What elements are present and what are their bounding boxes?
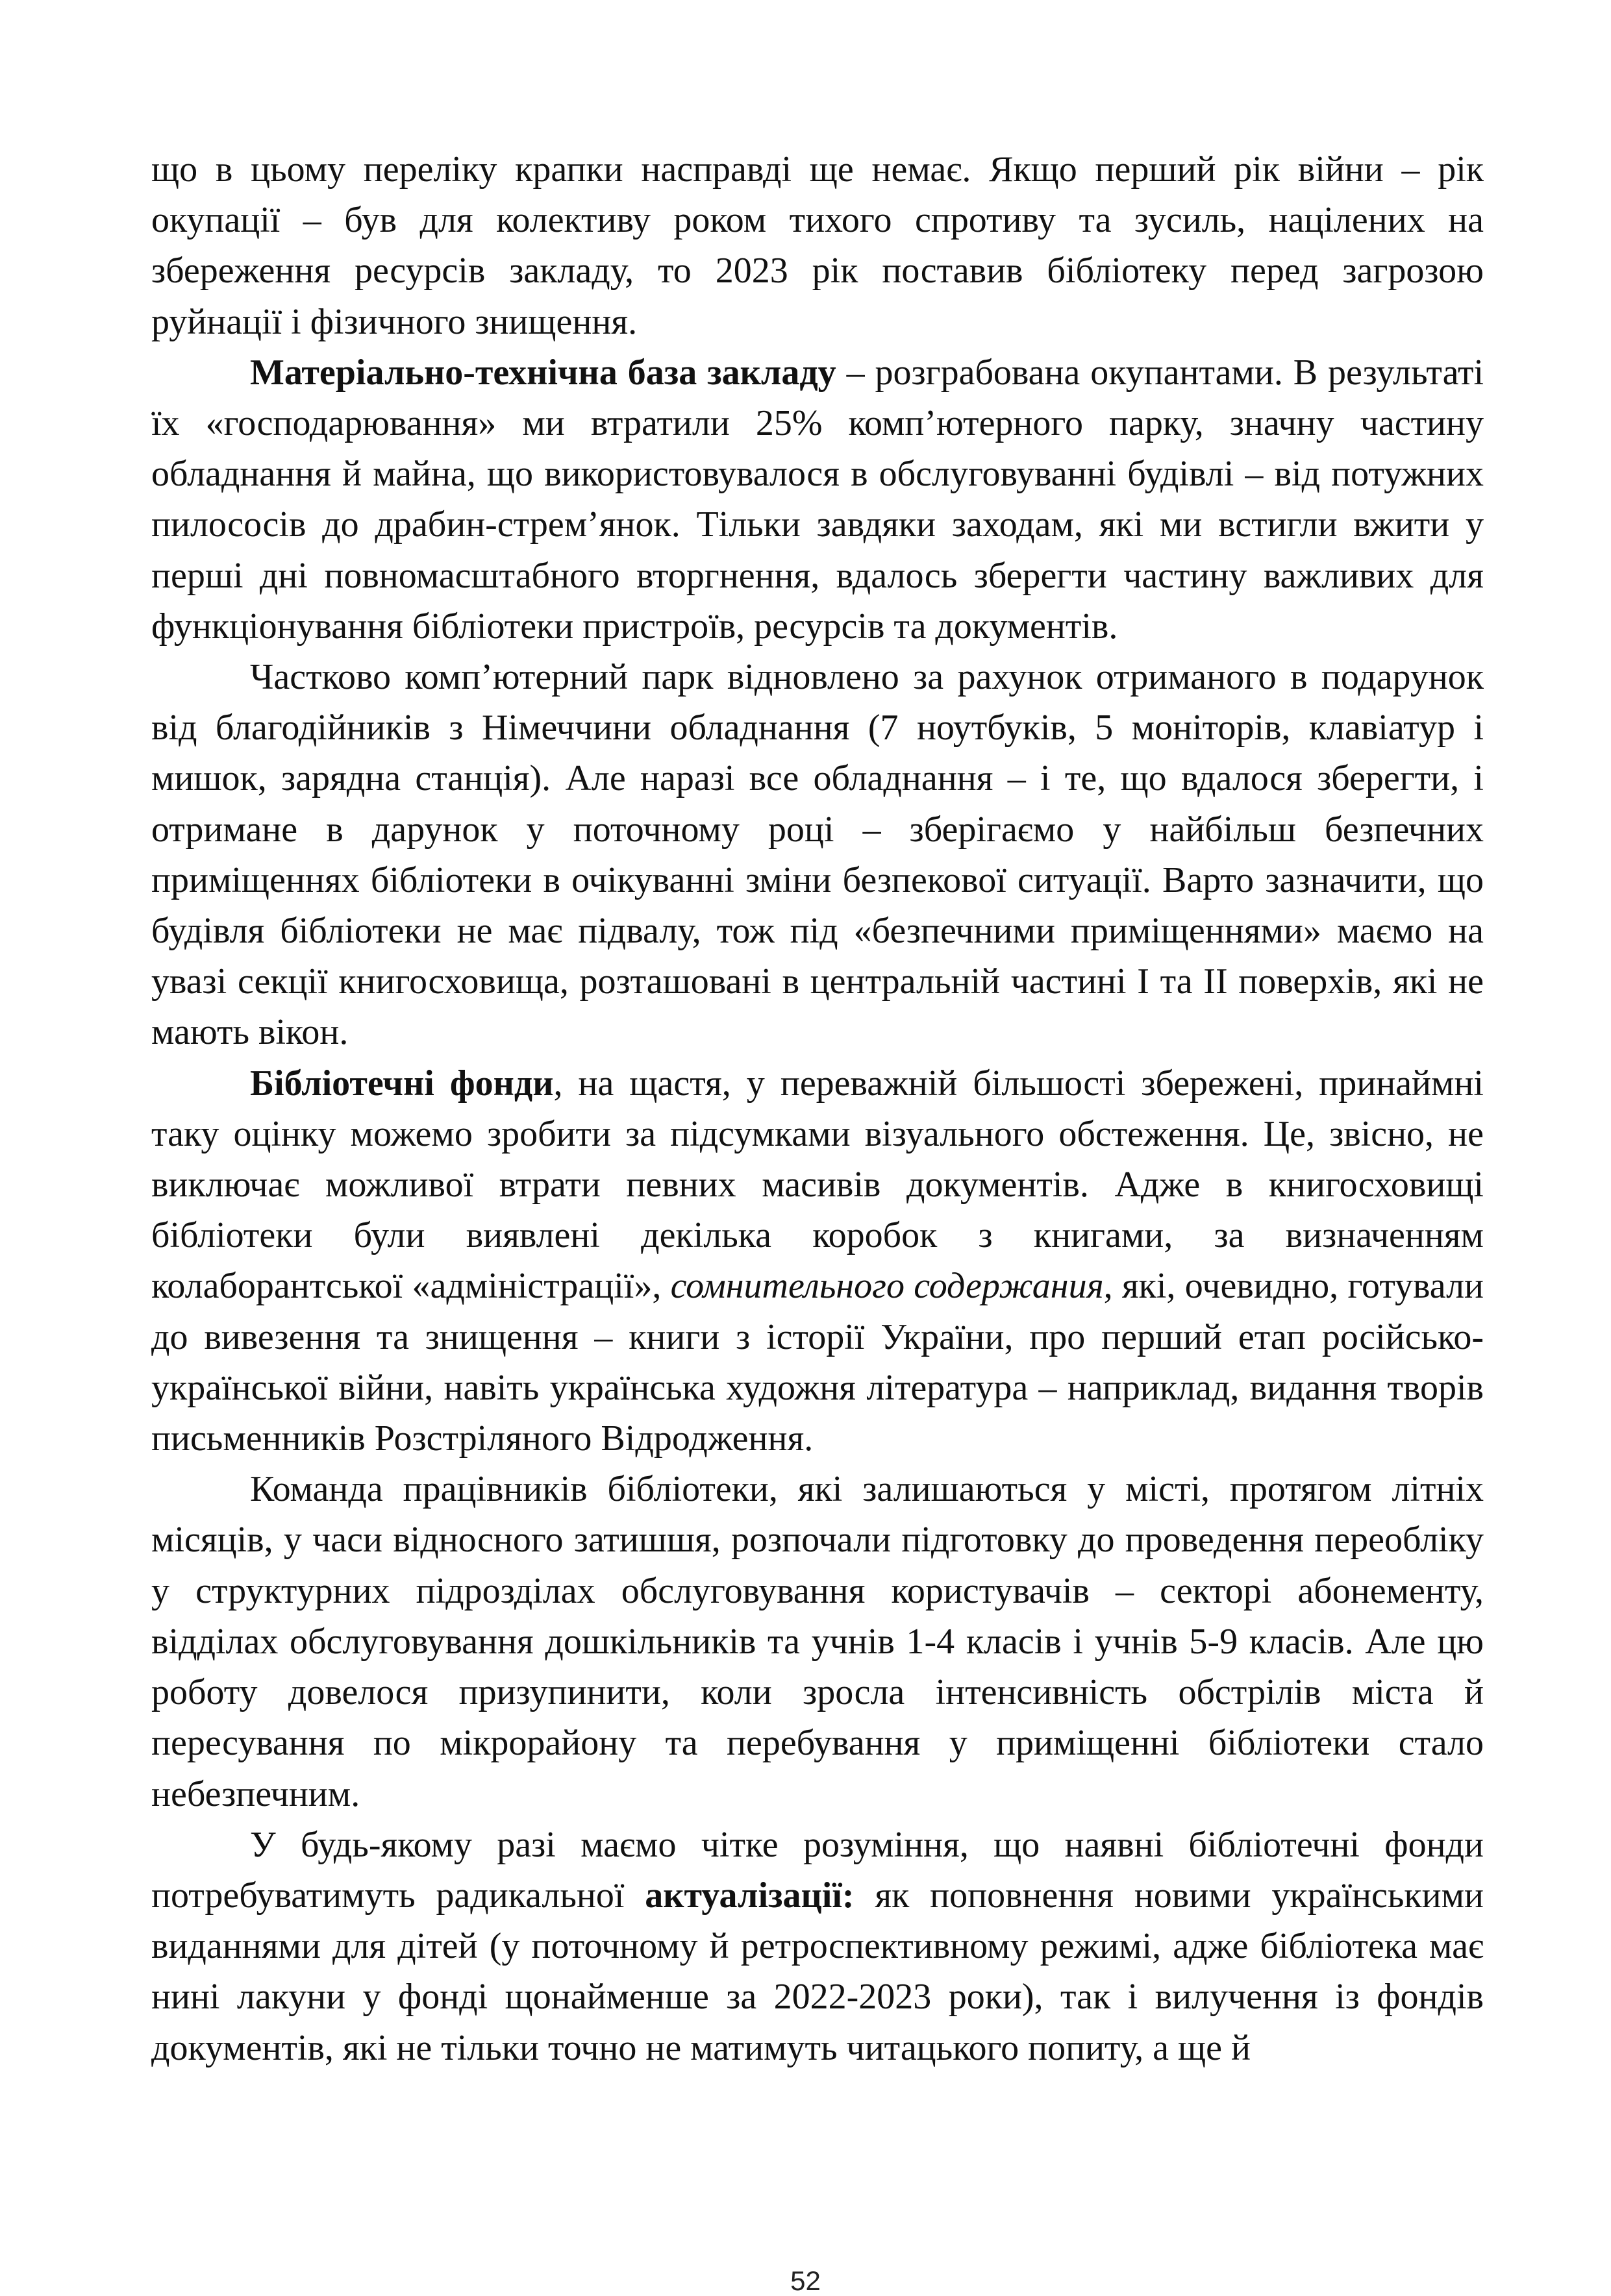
text-run: У будь-якому разі маємо чітке розуміння, що наявні бібліотечні фонди потребуватимуть радикальної xyxy=(151,1824,1484,1916)
text-run: що в цьому переліку крапки насправді ще немає. Якщо перший рік війни – рік окупації – був для колективу роком тихого спротиву та зусиль, націлених на збереження ресурсів закладу, то 2023 рік поставив бібліотеку перед загрозою руйнації і фізичного знищення. xyxy=(151,149,1484,342)
paragraph xyxy=(151,1058,1484,1464)
italic-text: сомнительного содержания xyxy=(670,1266,1104,1307)
page-number: 52 xyxy=(790,2265,821,2296)
text-run: , на щастя, у переважній більшості збережені, принаймні таку оцінку можемо зробити за підсумками візуального обстеження. Це, звісно, не виключає можливої втрати певних масивів документів. Адже в книгосховищі бібліотеки були виявлені декілька коробок з книгами, за визначенням колаборантської «адміністрації», xyxy=(151,1063,1484,1307)
bold-text: Бібліотечні фонди xyxy=(250,1063,554,1104)
bold-text: актуалізації: xyxy=(645,1875,855,1916)
paragraph xyxy=(151,1464,1484,1819)
bold-text: Матеріально-технічна база закладу xyxy=(250,352,836,393)
text-run: Частково комп’ютерний парк відновлено за рахунок отриманого в подарунок від благодійників з Німеччини обладнання (7 ноутбуків, 5 моніторів, клавіатур і мишок, зарядна станція). Але наразі все обладнання – і те, що вдалося зберегти, і отримане в дарунок у поточному році – зберігаємо у найбільш безпечних приміщеннях бібліотеки в очікуванні зміни безпекової ситуації. Варто зазначити, що будівля бібліотеки не має підвалу, тож під «безпечними приміщеннями» маємо на увазі секції книгосховища, розташовані в центральній частині I та II поверхів, які не мають вікон. xyxy=(151,657,1484,1053)
text-run: – розграбована окупантами. В результаті їх «господарювання» ми втратили 25% комп’ютерного парку, значну частину обладнання й майна, що використовувалося в обслуговуванні будівлі – від потужних пилососів до драбин-стрем’янок. Тільки завдяки заходам, які ми встигли вжити у перші дні повномасштабного вторгнення, вдалось зберегти частину важливих для функціонування бібліотеки пристроїв, ресурсів та документів. xyxy=(151,352,1484,647)
document-body xyxy=(151,144,1484,2073)
paragraph xyxy=(151,144,1484,347)
text-run: , які, очевидно, готували до вивезення та знищення – книги з історії України, про перший етап російсько-української війни, навіть українська художня література – наприклад, видання творів письменників Розстріляного Відродження. xyxy=(151,1266,1484,1459)
paragraph xyxy=(151,1820,1484,2073)
paragraph xyxy=(151,347,1484,652)
text-run: Команда працівників бібліотеки, які залишаються у місті, протягом літніх місяців, у часи відносного затишшя, розпочали підготовку до проведення переобліку у структурних підрозділах обслуговування користувачів – секторі абонементу, відділах обслуговування дошкільників та учнів 1-4 класів і учнів 5-9 класів. Але цю роботу довелося призупинити, коли зросла інтенсивність обстрілів міста й пересування по мікрорайону та перебування у приміщенні бібліотеки стало небезпечним. xyxy=(151,1469,1484,1814)
paragraph xyxy=(151,652,1484,1058)
text-run: як поповнення новими українськими виданнями для дітей (у поточному й ретроспективному режимі, адже бібліотека має нині лакуни у фонді щонайменше за 2022-2023 роки), так і вилучення із фондів документів, які не тільки точно не матимуть читацького попиту, а ще й xyxy=(151,1875,1484,2068)
